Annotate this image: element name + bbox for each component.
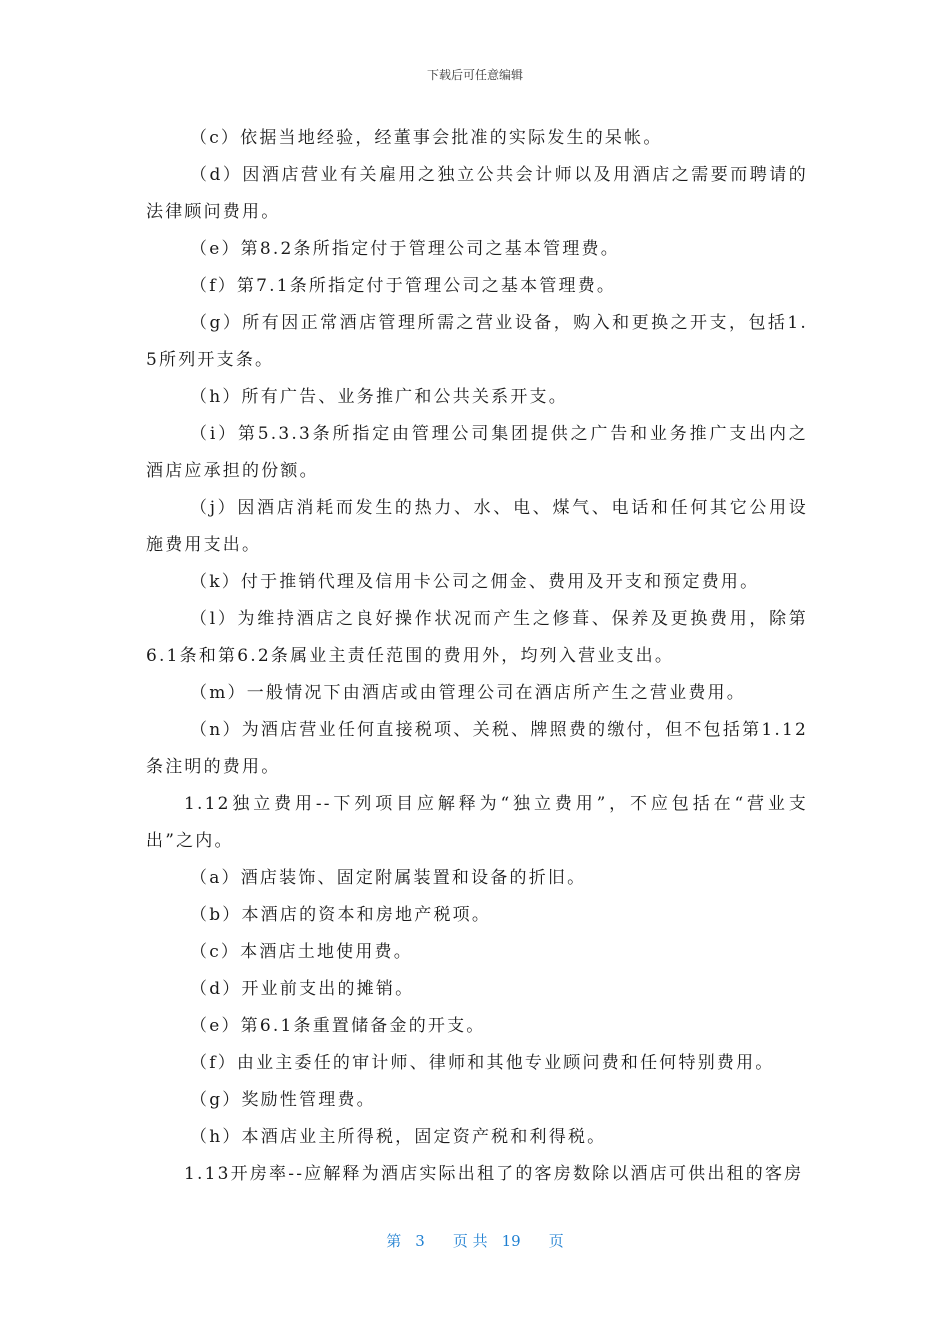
- item-a: （a）酒店装饰、固定附属装置和设备的折旧。: [190, 868, 587, 888]
- footer-mid: 页 共: [452, 1232, 488, 1250]
- paragraph-l: （l）为维持酒店之良好操作状况而产生之修葺、保养及更换费用，除第6.1条和第6.2条属业主责任范围的费用外，均列入营业支出。: [146, 609, 808, 666]
- paragraph-f: （f）第7.1条所指定付于管理公司之基本管理费。: [190, 276, 617, 296]
- document-body: [146, 120, 808, 1193]
- paragraph-n: （n）为酒店营业任何直接税项、关税、牌照费的缴付，但不包括第1.12条注明的费用。: [146, 720, 808, 777]
- item-c: （c）本酒店土地使用费。: [190, 942, 413, 962]
- item-e: （e）第6.1条重置储备金的开支。: [190, 1016, 486, 1036]
- item-g: （g）奖励性管理费。: [190, 1090, 376, 1110]
- footer-total-pages: 19: [501, 1232, 521, 1250]
- footer-prefix: 第: [386, 1232, 402, 1250]
- page-header: 下载后可任意编辑: [426, 68, 523, 82]
- paragraph-c: （c）依据当地经验，经董事会批准的实际发生的呆帐。: [190, 128, 663, 148]
- paragraph-h: （h）所有广告、业务推广和公共关系开支。: [190, 387, 568, 407]
- paragraph-d: （d）因酒店营业有关雇用之独立公共会计师以及用酒店之需要而聘请的法律顾问费用。: [146, 165, 808, 222]
- item-h: （h）本酒店业主所得税，固定资产税和利得税。: [190, 1127, 607, 1147]
- footer-suffix: 页: [548, 1232, 564, 1250]
- paragraph-k: （k）付于推销代理及信用卡公司之佣金、费用及开支和预定费用。: [190, 572, 760, 592]
- item-d: （d）开业前支出的摊销。: [190, 979, 415, 999]
- item-b: （b）本酒店的资本和房地产税项。: [190, 905, 492, 925]
- paragraph-j: （j）因酒店消耗而发生的热力、水、电、煤气、电话和任何其它公用设施费用支出。: [146, 498, 808, 555]
- paragraph-e: （e）第8.2条所指定付于管理公司之基本管理费。: [190, 239, 620, 259]
- paragraph-i: （i）第5.3.3条所指定由管理公司集团提供之广告和业务推广支出内之酒店应承担的份额。: [146, 424, 808, 481]
- section-1-12: 1.12独立费用--下列项目应解释为“独立费用”，不应包括在“营业支出”之内。: [146, 794, 808, 851]
- page-footer: [0, 1230, 950, 1251]
- paragraph-g: （g）所有因正常酒店管理所需之营业设备，购入和更换之开支，包括1.5所列开支条。: [146, 313, 808, 370]
- item-f: （f）由业主委任的审计师、律师和其他专业顾问费和任何特别费用。: [190, 1053, 775, 1073]
- footer-page-number: 3: [415, 1232, 425, 1250]
- section-1-13: 1.13开房率--应解释为酒店实际出租了的客房数除以酒店可供出租的客房: [184, 1164, 804, 1184]
- paragraph-m: （m）一般情况下由酒店或由管理公司在酒店所产生之营业费用。: [190, 683, 746, 703]
